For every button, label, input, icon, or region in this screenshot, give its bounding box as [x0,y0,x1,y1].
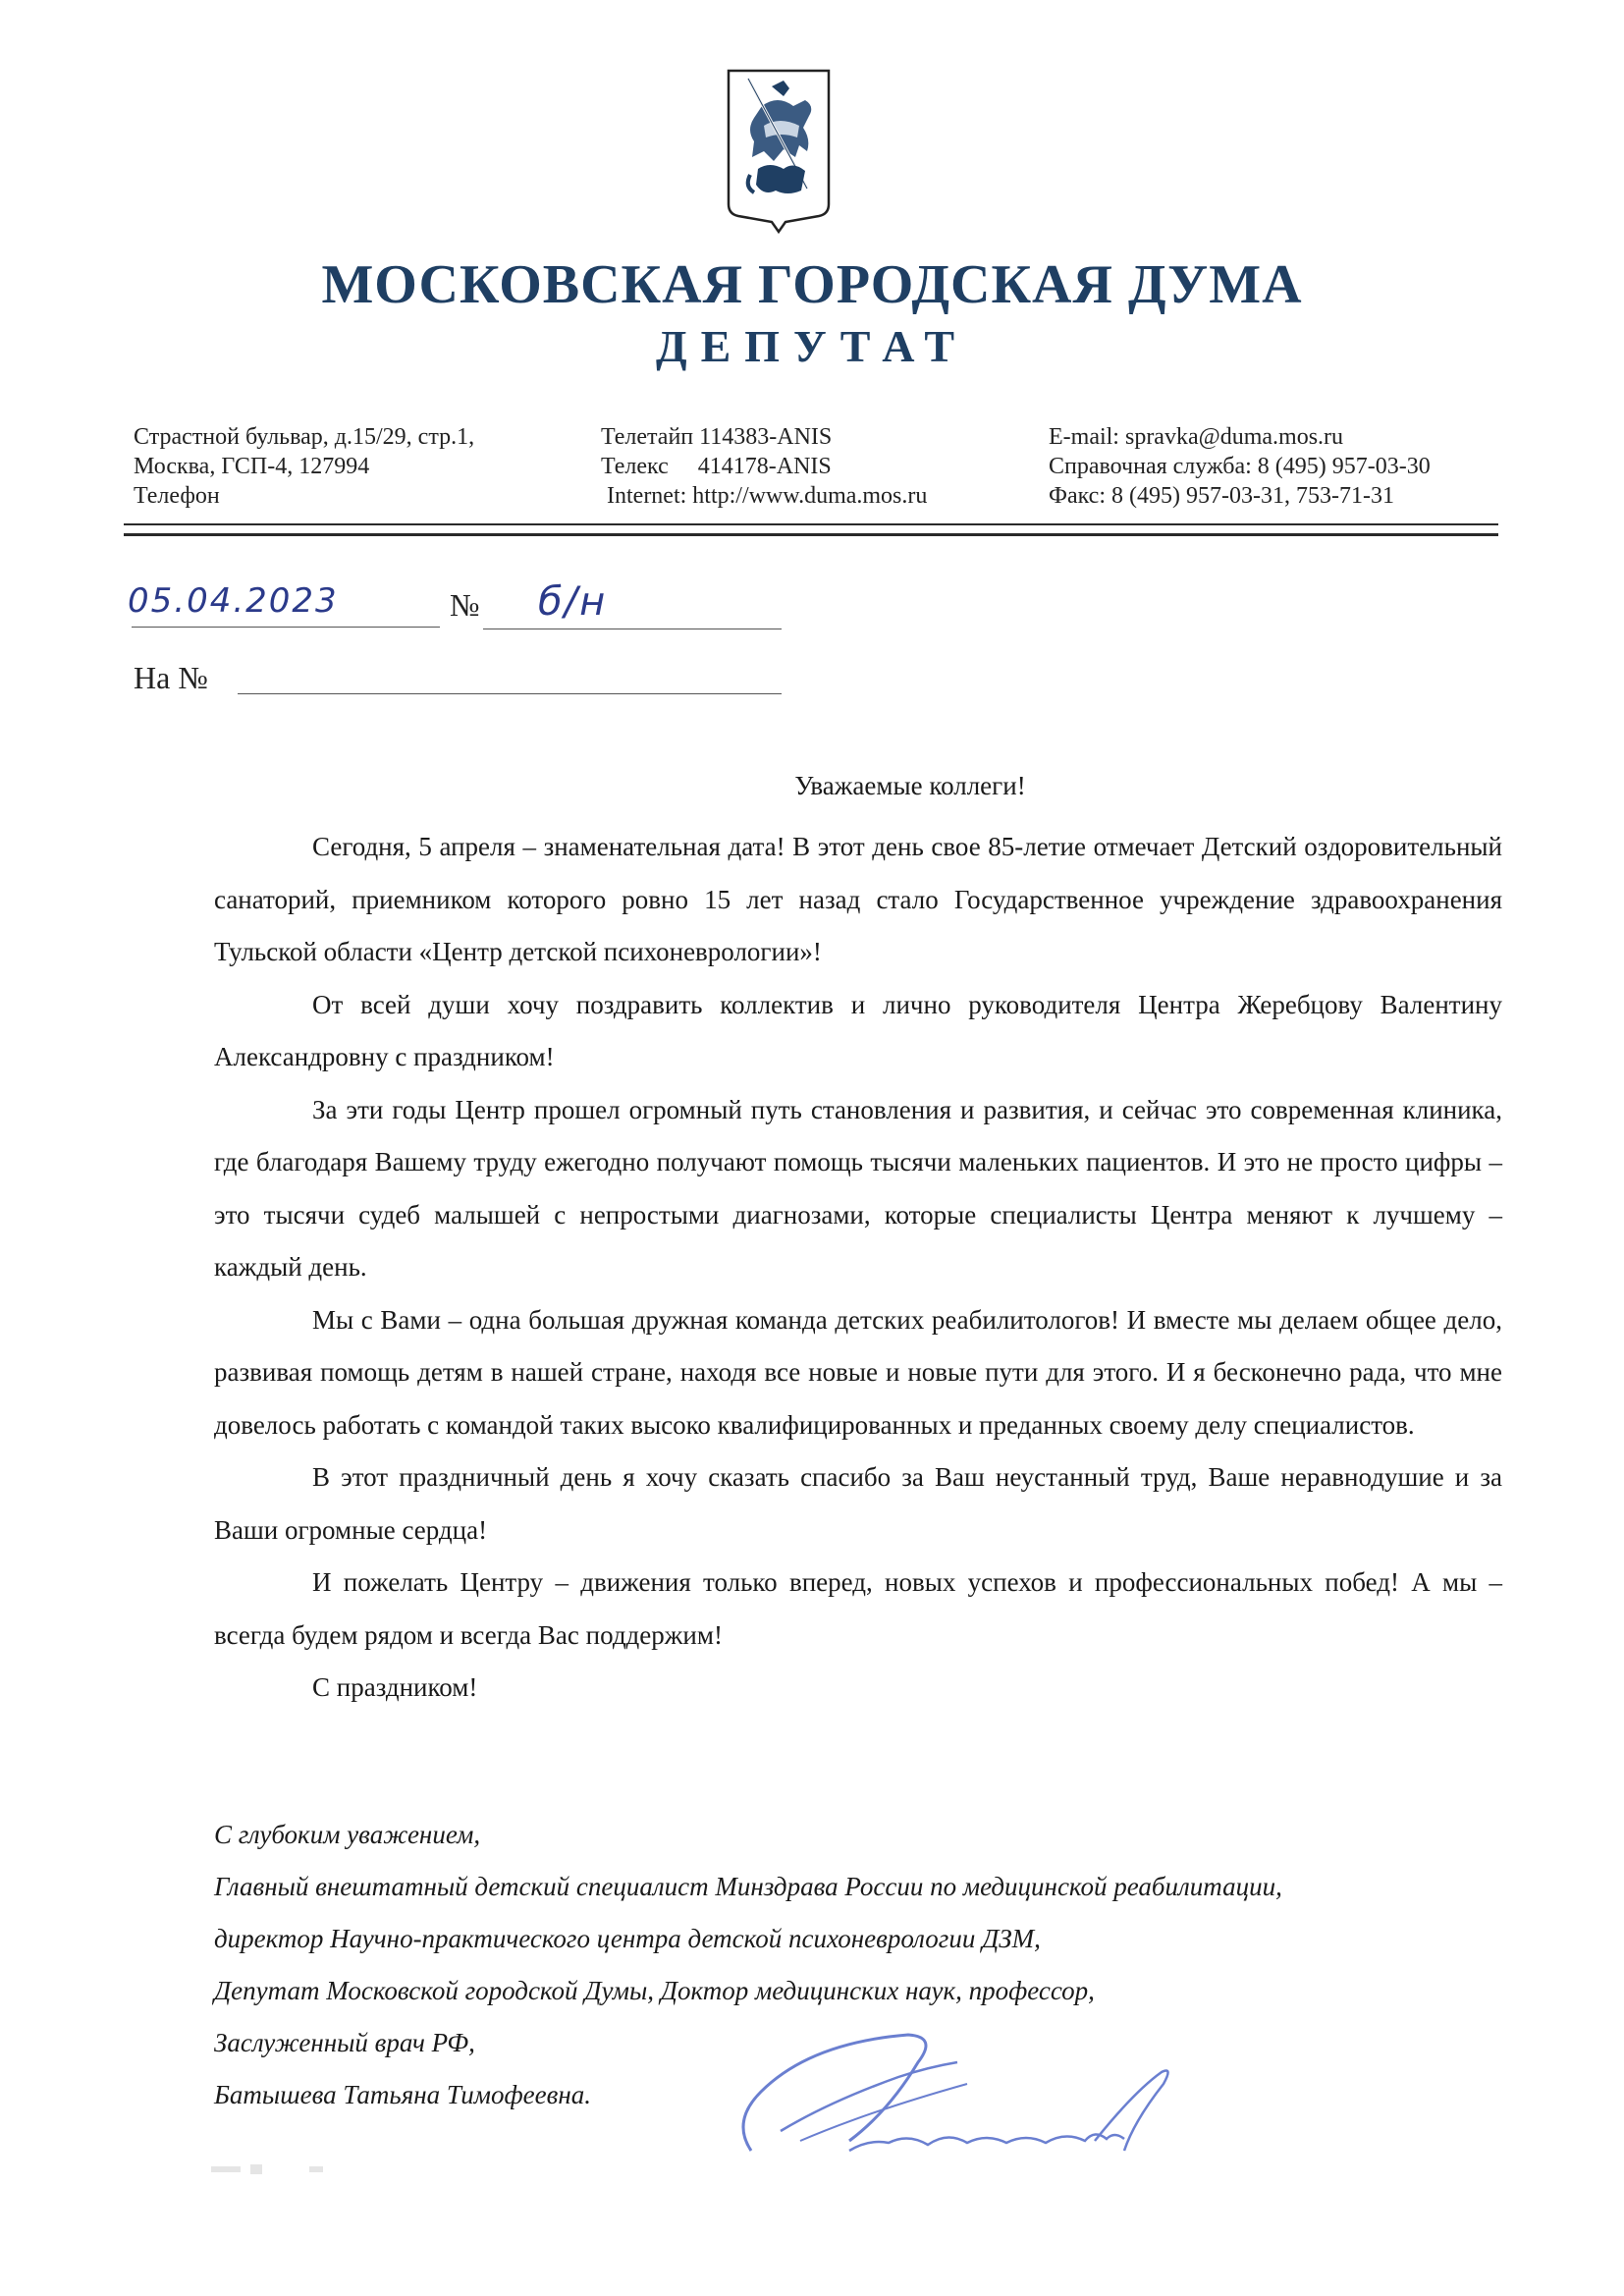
help-desk-line: Справочная служба: 8 (495) 957-03-30 [1049,454,1431,479]
contacts-block [1049,422,1431,511]
signer-title: директор Научно-практического центра детской психоневрологии ДЗМ, [214,1924,1041,1953]
registration-number: б/н [538,579,608,625]
paragraph: От всей души хочу поздравить коллектив и лично руководителя Центра Жеребцову Валентину Александровну с праздником! [214,989,1502,1071]
organization-name: МОСКОВСКАЯ ГОРОДСКАЯ ДУМА [321,254,1303,315]
reply-number-field [238,693,782,694]
address-block [134,422,474,511]
address-line: Москва, ГСП-4, 127994 [134,454,370,479]
closing-line: С глубоким уважением, [214,1820,481,1849]
telecom-block [601,422,927,511]
paragraph: Мы с Вами – одна большая дружная команда детских реабилитологов! И вместе мы делаем общее дело, развивая помощь детям в нашей стране, находя все новые и новые пути для этого. И я бесконечно рада, что мне довелось работать с командой таких высоко квалифицированных и преданных своему делу специалистов. [214,1304,1502,1440]
greeting: Уважаемые коллеги! [794,771,1026,800]
paragraph: Сегодня, 5 апреля – знаменательная дата! В этот день свое 85-летие отмечает Детский оздоровительный санаторий, приемником которого ровно 15 лет назад стало Государственное учреждение здравоохранения Тульской области «Центр детской психоневрологии»! [214,832,1502,966]
number-label: № [450,587,480,623]
header-divider [124,523,1498,525]
signer-title: Заслуженный врач РФ, [214,2028,475,2057]
registration-date: 05.04.2023 [128,581,339,621]
moscow-coat-of-arms-icon [725,67,833,236]
fax-line: Факс: 8 (495) 957-03-31, 753-71-31 [1049,483,1394,509]
paragraph: В этот праздничный день я хочу сказать спасибо за Ваш неустанный труд, Ваше неравнодушие и за Ваши огромные сердца! [214,1462,1502,1545]
paragraph: С праздником! [312,1672,478,1702]
paragraph: За эти годы Центр прошел огромный путь становления и развития, и сейчас это современная клиника, где благодаря Вашему труду ежегодно получают помощь тысячи маленьких пациентов. И это не просто цифры – это тысячи судеб малышей с непростыми диагнозами, которые специалисты Центра меняют к лучшему – каждый день. [214,1094,1502,1282]
position-title: ДЕПУТАТ [655,321,969,371]
date-underline [132,627,440,628]
letter-body [214,821,1502,1715]
email-line: E-mail: spravka@duma.mos.ru [1049,424,1344,450]
header-divider [124,533,1498,536]
reply-number-label: На № [134,660,208,695]
scan-artifact [211,2160,329,2180]
address-line: Страстной бульвар, д.15/29, стр.1, [134,424,475,450]
signer-title: Депутат Московской городской Думы, Доктор медицинских наук, профессор, [214,1976,1095,2005]
signer-name: Батышева Татьяна Тимофеевна. [214,2080,591,2109]
handwritten-signature-icon [722,2023,1173,2160]
internet-line: Internet: http://www.duma.mos.ru [601,483,928,509]
teletype-line: Телетайп 114383-ANIS [601,424,833,450]
address-line: Телефон [134,483,220,509]
signer-title: Главный внештатный детский специалист Минздрава России по медицинской реабилитации, [214,1872,1282,1901]
paragraph: И пожелать Центру – движения только вперед, новых успехов и профессиональных побед! А мы – всегда будем рядом и всегда Вас поддержим! [214,1567,1502,1650]
telex-line: Телекс 414178-ANIS [601,454,832,479]
